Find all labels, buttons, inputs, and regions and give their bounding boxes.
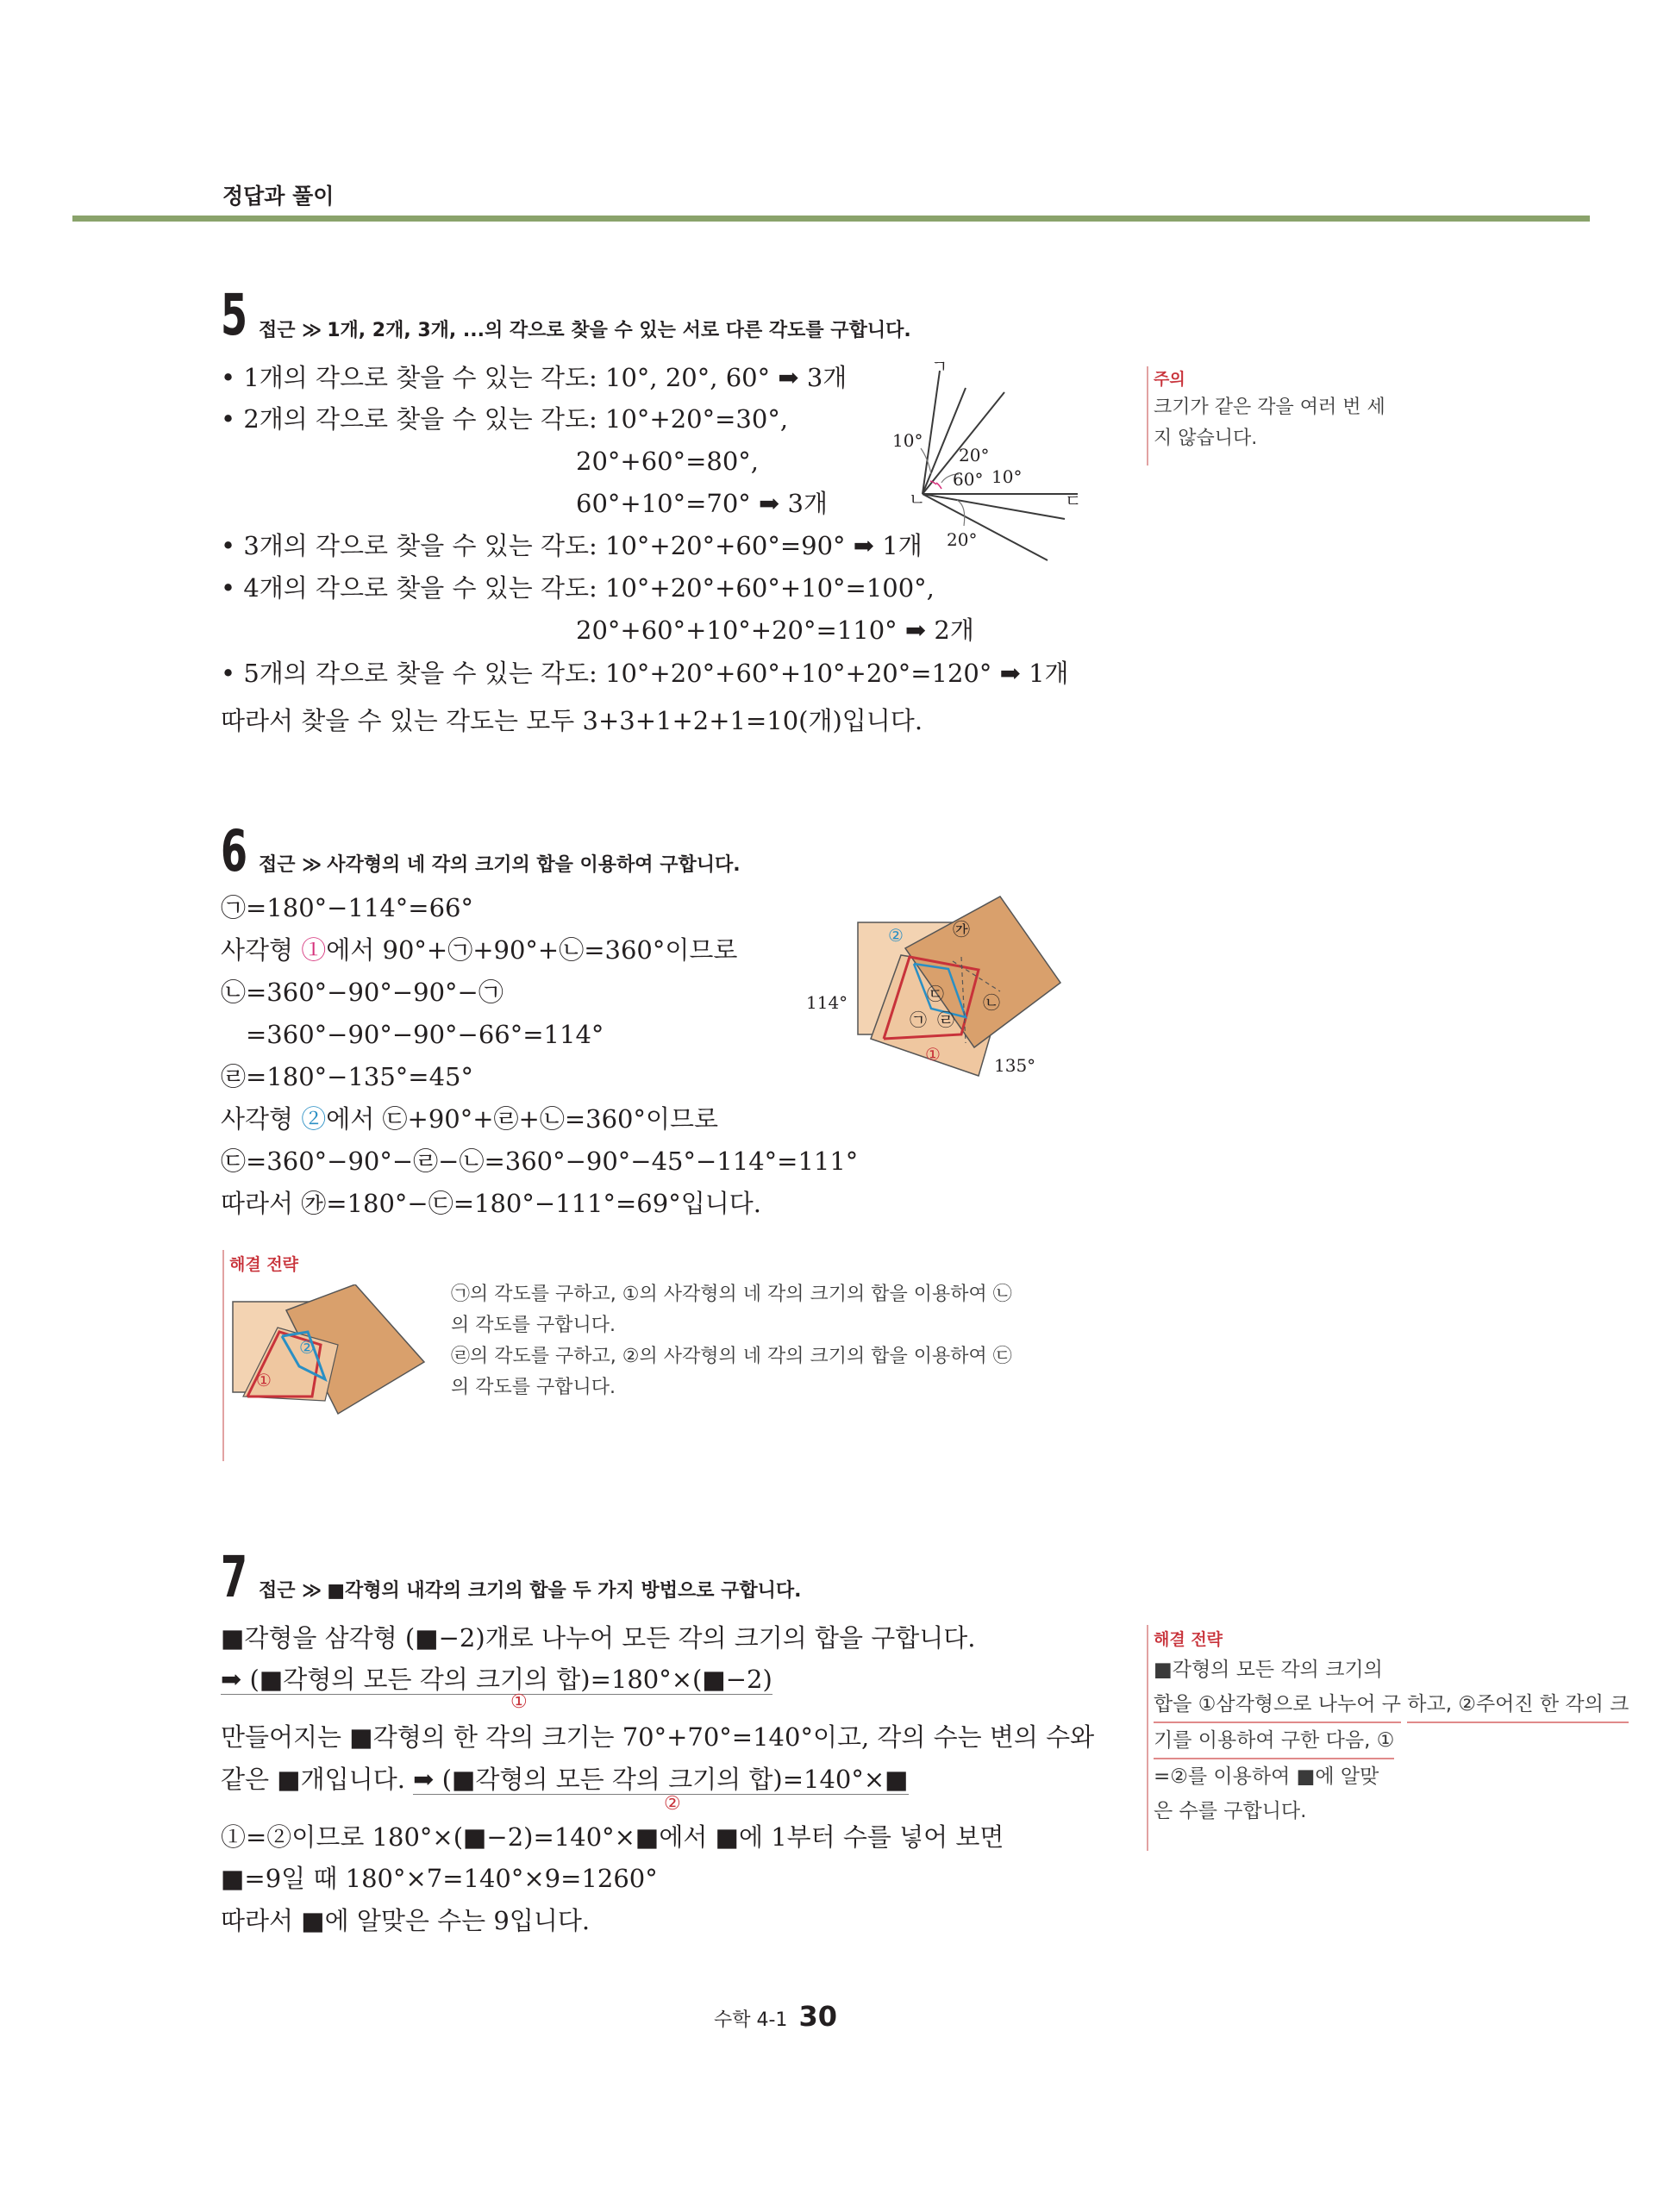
p5-line: 20°+60°+10°+20°=110° ➡ 2개 <box>576 615 974 645</box>
p7-line: ■=9일 때 180°×7=140°×9=1260° <box>221 1864 658 1893</box>
angle-label-114: 114° <box>806 992 848 1013</box>
side-bar <box>1147 1625 1148 1851</box>
vertex-label-d: ㄷ <box>1065 491 1082 511</box>
p6-line: ㉡=360°−90°−90°−㉠ <box>221 978 504 1007</box>
strategy-figure <box>226 1284 433 1457</box>
p6-line: ㉣=180°−135°=45° <box>221 1062 474 1091</box>
p5-line: • 4개의 각으로 찾을 수 있는 각도: 10°+20°+60°+10°=100°, <box>221 573 935 603</box>
vertex-label-g: ㄱ <box>931 356 948 377</box>
mark-g: ㉠ <box>910 1009 927 1030</box>
p7-line: ■각형을 삼각형 (■−2)개로 나누어 모든 각의 크기의 합을 구합니다. <box>221 1623 976 1653</box>
problem-7-approach <box>259 1576 802 1603</box>
mark-ga: ㉮ <box>953 919 970 940</box>
p7-line <box>221 1664 772 1695</box>
problem-5-number: 5 <box>221 282 247 348</box>
p5-line: • 5개의 각으로 찾을 수 있는 각도: 10°+20°+60°+10°+20°=120° ➡ 1개 <box>221 659 1069 688</box>
circle-mark-2: ② <box>664 1793 681 1815</box>
problem-6-approach <box>259 850 741 877</box>
angle-label: 20° <box>947 529 978 550</box>
page-header-title: 정답과 풀이 <box>222 184 335 209</box>
angle-rays-figure <box>879 353 1104 569</box>
problem-5-approach <box>259 316 911 342</box>
vertex-label-n: ㄴ <box>909 489 926 509</box>
circle-mark-1: ① <box>510 1691 528 1713</box>
p6-line: ㉢=360°−90°−㉣−㉡=360°−90°−45°−114°=111° <box>221 1147 859 1176</box>
line4-part-a: 같은 ■개입니다. <box>221 1765 405 1794</box>
p5-line: • 1개의 각으로 찾을 수 있는 각도: 10°, 20°, 60° ➡ 3개 <box>221 363 848 392</box>
strategy-line: ㉣의 각도를 구하고, ②의 사각형의 네 각의 크기의 합을 이용하여 ㉢ <box>451 1346 1012 1367</box>
strategy-tag: 해결 전략 <box>1154 1630 1223 1649</box>
p7-line <box>221 1764 909 1795</box>
strategy-line: ㉠의 각도를 구하고, ①의 사각형의 네 각의 크기의 합을 이용하여 ㉡ <box>451 1284 1012 1305</box>
mark-n: ㉡ <box>983 992 1000 1013</box>
angle-arc <box>936 483 941 489</box>
mark-1: ① <box>256 1370 272 1390</box>
p7-line: 만들어지는 ■각형의 한 각의 크기는 70°+70°=140°이고, 각의 수는 변의 수와 <box>221 1722 1095 1752</box>
angle-label: 20° <box>959 445 990 466</box>
note-text <box>1154 392 1385 454</box>
p7-line: ①=②이므로 180°×(■−2)=140°×■에서 ■에 1부터 수를 넣어 보면 <box>221 1822 1004 1852</box>
strategy-line: =②를 이용하여 ■에 알맞 <box>1154 1765 1379 1788</box>
strategy-line: 기를 이용하여 구한 다음, ① <box>1154 1723 1394 1759</box>
formula-1: ➡ (■각형의 모든 각의 크기의 합)=180°×(■−2) <box>221 1665 772 1694</box>
ray-4 <box>923 494 1048 560</box>
p6-line: ㉠=180°−114°=66° <box>221 893 474 922</box>
strategy-line: 합을 ①삼각형으로 나누어 구 <box>1154 1687 1401 1723</box>
p6-line: 사각형 ①에서 90°+㉠+90°+㉡=360°이므로 <box>221 935 738 965</box>
p6-line: =360°−90°−90°−66°=114° <box>246 1020 604 1049</box>
approach-tag: 접근 ≫ <box>259 1580 322 1602</box>
ray-3 <box>923 494 1065 519</box>
angle-label: 10° <box>892 430 923 451</box>
strategy-line: 하고, ②주어진 한 각의 크 <box>1407 1687 1629 1723</box>
page-number: 30 <box>798 2000 838 2033</box>
header-rule <box>72 216 1590 222</box>
mark-2: ② <box>299 1337 315 1358</box>
p5-line: 20°+60°=80°, <box>576 447 760 476</box>
approach-tag: 접근 ≫ <box>259 854 322 876</box>
p6-conclusion: 따라서 ㉮=180°−㉢=180°−111°=69°입니다. <box>221 1189 761 1218</box>
footer-label: 수학 4-1 <box>714 2009 788 2031</box>
strategy-text <box>451 1279 1012 1403</box>
p5-conclusion: 따라서 찾을 수 있는 각도는 모두 3+3+1+2+1=10(개)입니다. <box>221 706 923 735</box>
note-line: 크기가 같은 각을 여러 번 세 <box>1154 397 1385 418</box>
angle-label: 10° <box>991 466 1023 487</box>
strategy-line: 의 각도를 구합니다. <box>451 1377 616 1398</box>
p5-line: • 2개의 각으로 찾을 수 있는 각도: 10°+20°=30°, <box>221 404 789 434</box>
problem-7-number: 7 <box>221 1544 247 1610</box>
approach-text: ■각형의 내각의 크기의 합을 두 가지 방법으로 구합니다. <box>327 1580 802 1602</box>
mark-1: ① <box>925 1044 941 1065</box>
p6-line: 사각형 ②에서 ㉢+90°+㉣+㉡=360°이므로 <box>221 1104 719 1134</box>
folded-paper-figure <box>797 888 1065 1095</box>
mark-d: ㉢ <box>927 984 944 1004</box>
strategy-bar <box>222 1250 224 1461</box>
side-bar <box>1147 366 1148 466</box>
angle-label-135: 135° <box>994 1055 1036 1076</box>
strategy-text <box>1154 1653 1670 1828</box>
p7-conclusion: 따라서 ■에 알맞은 수는 9입니다. <box>221 1906 591 1935</box>
strategy-line: 의 각도를 구합니다. <box>451 1315 616 1336</box>
p5-line: 60°+10°=70° ➡ 3개 <box>576 489 829 518</box>
mark-r: ㉣ <box>937 1009 954 1030</box>
formula-2: ➡ (■각형의 모든 각의 크기의 합)=140°×■ <box>413 1765 909 1794</box>
mark-2: ② <box>888 925 904 946</box>
approach-text: 사각형의 네 각의 크기의 합을 이용하여 구합니다. <box>327 854 741 876</box>
strategy-line: ■각형의 모든 각의 크기의 <box>1154 1659 1383 1681</box>
problem-6-number: 6 <box>221 818 247 884</box>
note-tag: 주의 <box>1154 370 1185 389</box>
angle-label: 60° <box>953 469 984 490</box>
page-footer <box>714 2000 837 2033</box>
approach-tag: 접근 ≫ <box>259 320 322 341</box>
p5-line: • 3개의 각으로 찾을 수 있는 각도: 10°+20°+60°=90° ➡ 1개 <box>221 531 923 560</box>
approach-text: 1개, 2개, 3개, ...의 각으로 찾을 수 있는 서로 다른 각도를 구합니다. <box>327 320 911 341</box>
strategy-line: 은 수를 구합니다. <box>1154 1800 1307 1822</box>
strategy-tag: 해결 전략 <box>229 1255 299 1274</box>
note-line: 지 않습니다. <box>1154 428 1258 449</box>
